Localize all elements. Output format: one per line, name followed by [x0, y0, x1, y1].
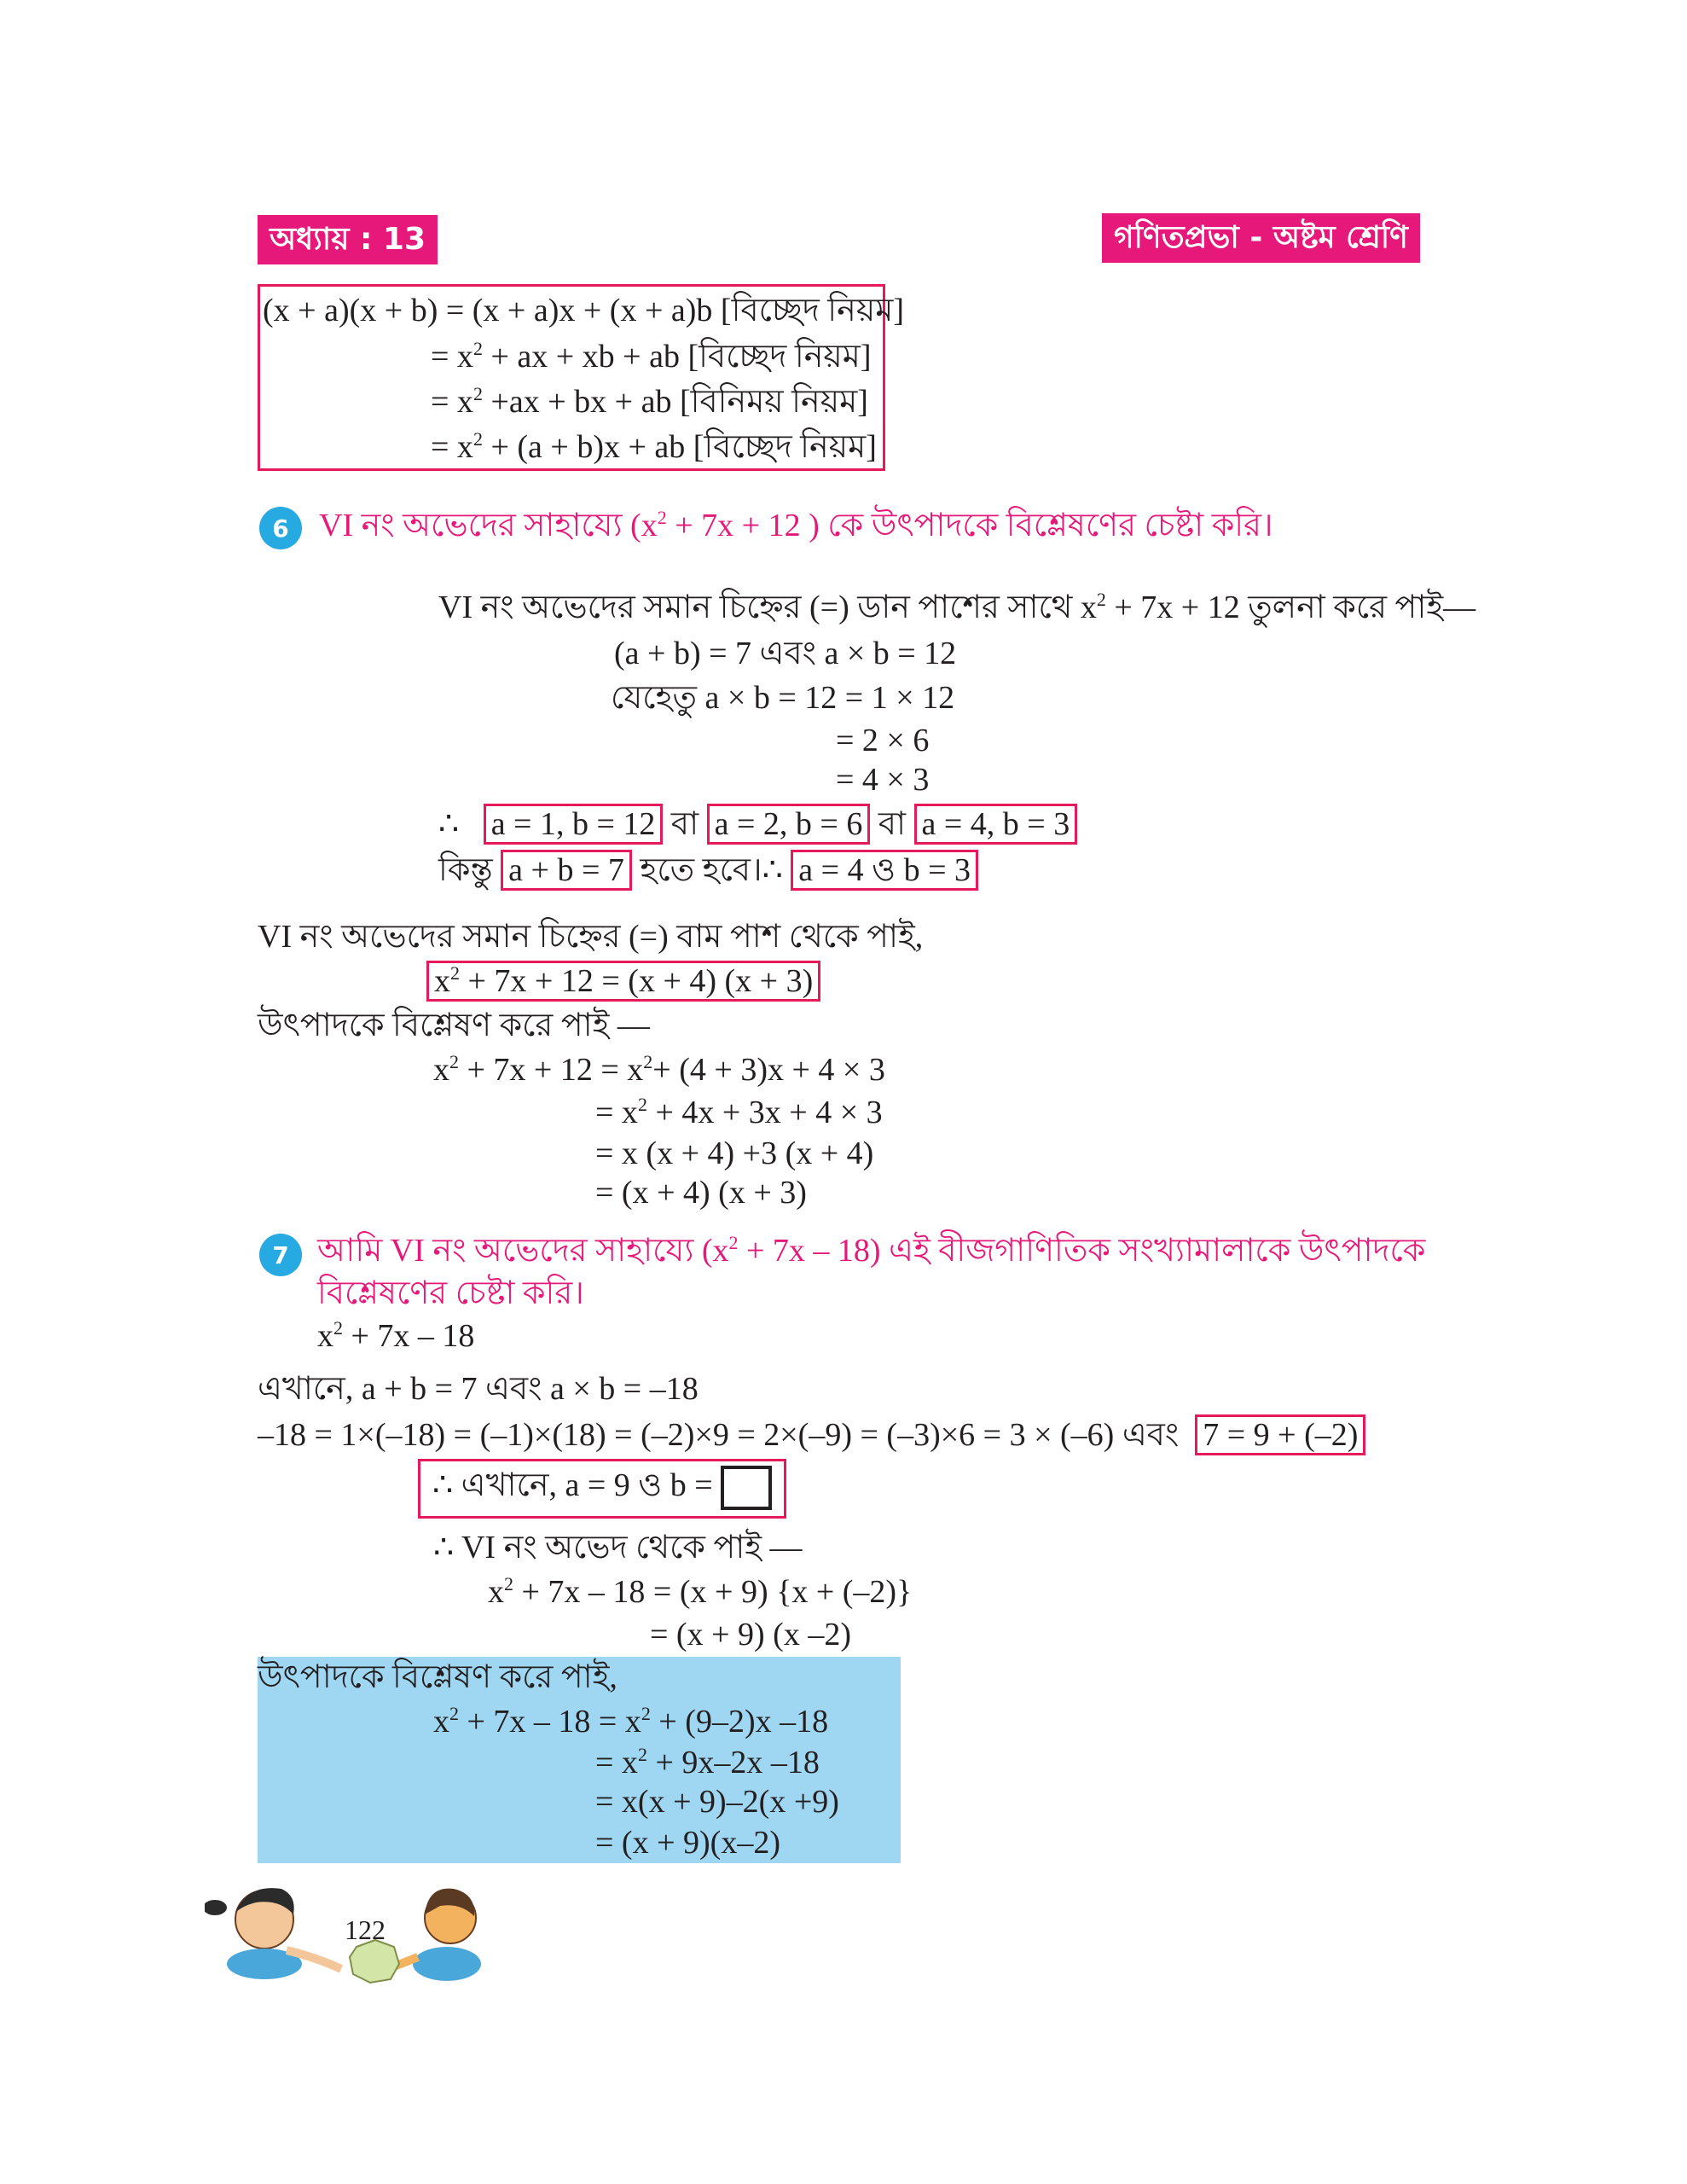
- question-7-title-line-1: আমি VI নং অভেদের সাহায্যে $(x^2 + 7x - 18)$ এই বীজগাণিতিক সংখ্যামালাকে উৎপাদকে: [317, 1232, 1426, 1269]
- q7-step-4: = (x + 9)(x–2): [595, 1825, 780, 1861]
- q7-step-3: = x(x + 9)–2(x +9): [595, 1784, 839, 1820]
- analyse-heading: উৎপাদকে বিশ্লেষণ করে পাই —: [258, 1008, 650, 1043]
- product-pairs-line-3: = 4 × 3: [836, 762, 930, 798]
- q7-here-line: এখানে, a + b = 7 এবং a × b = –18: [258, 1371, 699, 1407]
- q7-analyse-heading: উৎপাদকে বিশ্লেষণ করে পাই,: [258, 1659, 617, 1695]
- question-7-title-line-2: বিশ্লেষণের চেষ্টা করি।: [317, 1275, 584, 1311]
- q7-result-line-2: = (x + 9) (x –2): [650, 1617, 851, 1653]
- condition-box: a + b = 7: [501, 850, 632, 891]
- condition-line: কিন্তু a + b = 7 হতে হবে।∴ a = 4 ও b = 3: [438, 848, 978, 892]
- factorised-box: $x^2 + 7x + 12 = (x + 4) (x + 3)$: [426, 961, 820, 1002]
- chapter-label: অধ্যায় : 13: [258, 215, 438, 264]
- q7-factor-chain: –18 = 1×(–18) = (–1)×(18) = (–2)×9 = 2×(–9) = (–3)×6 = 3 × (–6) এবং 7 = 9 + (–2): [258, 1413, 1365, 1457]
- option-box-1: a = 1, b = 12: [484, 804, 664, 845]
- question-6-number: 6: [259, 507, 302, 549]
- sum-box: 7 = 9 + (–2): [1195, 1414, 1365, 1455]
- option-box-3: a = 4, b = 3: [914, 804, 1078, 845]
- question-7-number: 7: [259, 1234, 302, 1276]
- sum-product-line: (a + b) = 7 এবং a × b = 12: [614, 636, 957, 671]
- find-b-box: ∴ এখানে, a = 9 ও b =: [418, 1459, 786, 1519]
- q6-step-4: = (x + 4) (x + 3): [595, 1175, 807, 1211]
- identity-line-1: (x + a)(x + b) = (x + a)x + (x + a)b [বিচ্ছেদ নিয়ম]: [263, 293, 904, 328]
- result-box: a = 4 ও b = 3: [791, 850, 978, 891]
- left-side-line: VI নং অভেদের সমান চিহ্নের (=) বাম পাশ থেকে পাই,: [258, 919, 924, 955]
- page-number: 122: [345, 1914, 386, 1945]
- factorised-line: [426, 959, 820, 1003]
- question-6-title: VI নং অভেদের সাহায্যে ($x^2 + 7x + 12$ ) কে উৎপাদকে বিশ্লেষণের চেষ্টা করি।: [319, 507, 1273, 543]
- identity-line-4: = $x^2 + (a + b)x$ + ab [বিচ্ছেদ নিয়ম]: [431, 428, 877, 465]
- q7-expression: $x^2 + 7x - 18$: [317, 1317, 475, 1354]
- q7-step-2: = $x^2 + 9x-2x$ –18: [595, 1744, 820, 1780]
- page-number-badge: [350, 1940, 399, 1983]
- product-pairs-line-1: যেহেতু a × b = 12 = 1 × 12: [611, 680, 955, 716]
- option-box-2: a = 2, b = 6: [707, 804, 871, 845]
- identity-line-3: = $x^2 +ax$ + bx + ab [বিনিময় নিয়ম]: [431, 383, 868, 420]
- blank-answer-box[interactable]: [721, 1466, 772, 1510]
- product-pairs-line-2: = 2 × 6: [836, 723, 930, 758]
- q7-from-identity: ∴ VI নং অভেদ থেকে পাই —: [433, 1530, 803, 1565]
- q7-result-line-1: $x^2 + 7x - 18 = (x + 9) \{x + (-2)\}$: [488, 1573, 913, 1610]
- q7-step-1: $x^2 + 7x - 18 = x^2 + (9-2)x$ –18: [433, 1703, 829, 1740]
- q6-step-1: $x^2 + 7x + 12 = x^2+ (4 + 3)x + 4 \times 3$: [433, 1051, 885, 1088]
- options-line: ∴ a = 1, b = 12 বা a = 2, b = 6 বা a = 4, b = 3: [438, 802, 1077, 846]
- compare-line: VI নং অভেদের সমান চিহ্নের (=) ডান পাশের সাথে $x^2 + 7x + 12$ তুলনা করে পাই—: [438, 589, 1476, 625]
- book-title: গণিতপ্রভা - অষ্টম শ্রেণি: [1102, 213, 1420, 263]
- identity-line-2: = $x^2$ + ax + xb + ab [বিচ্ছেদ নিয়ম]: [431, 338, 872, 375]
- q6-step-2: = $x^2 + 4x + 3x + 4 \times 3$: [595, 1094, 883, 1130]
- q6-step-3: = x (x + 4) +3 (x + 4): [595, 1136, 874, 1171]
